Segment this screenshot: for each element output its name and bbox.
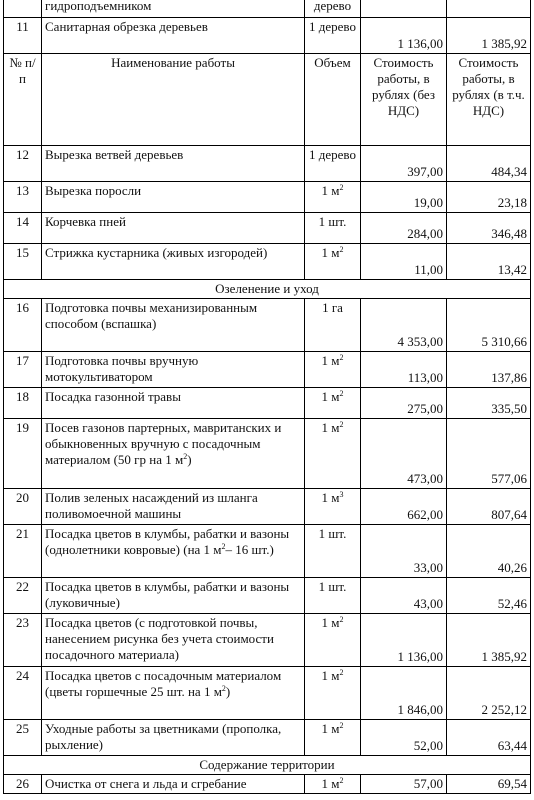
unit-exponent: 2 [339, 389, 344, 398]
cost-with-vat: 52,46 [447, 578, 531, 614]
table-row [4, 419, 531, 489]
work-volume: 1 шт. [305, 525, 361, 578]
work-name-text: Посадка цветов в клумбы, рабатки и вазоны (однолетники ковровые) (на 1 м [45, 526, 290, 557]
header-cost-with-vat: Стоимость работы, в рублях (в т.ч. НДС) [447, 54, 531, 146]
work-name: Уходные работы за цветниками (прополка, рыхление) [42, 720, 305, 756]
table-row [4, 667, 531, 720]
cost-with-vat: 1 385,92 [447, 614, 531, 667]
work-name-tail: – 16 шт.) [225, 542, 274, 557]
row-number: 22 [4, 578, 42, 614]
row-number: 20 [4, 489, 42, 525]
row-number: 12 [4, 146, 42, 182]
volume-value: 1 м [321, 420, 340, 435]
work-volume [305, 667, 361, 720]
table-row [4, 213, 531, 244]
volume-value: 1 м [321, 389, 340, 404]
work-name: Полив зеленых насаждений из шланга поливомоечной машины [42, 489, 305, 525]
volume-value: 1 м [321, 245, 340, 260]
work-name: Посадка газонной травы [42, 388, 305, 419]
table-row [4, 18, 531, 54]
work-name: гидроподъемником [42, 0, 305, 18]
row-number: 19 [4, 419, 42, 489]
cost-without-vat: 43,00 [361, 578, 447, 614]
cost-with-vat: 2 252,12 [447, 667, 531, 720]
cost-without-vat: 284,00 [361, 213, 447, 244]
volume-value: 1 м [321, 183, 340, 198]
row-number: 24 [4, 667, 42, 720]
unit-exponent: 2 [339, 420, 344, 429]
work-volume [305, 388, 361, 419]
work-volume [305, 419, 361, 489]
unit-exponent: 2 [339, 776, 344, 785]
unit-exponent: 3 [339, 490, 344, 499]
table-row [4, 525, 531, 578]
row-number: 26 [4, 775, 42, 794]
work-volume: 1 га [305, 299, 361, 352]
table-row [4, 614, 531, 667]
price-document-page [3, 0, 531, 794]
cost-with-vat: 63,44 [447, 720, 531, 756]
header-volume: Объем [305, 54, 361, 146]
work-volume [305, 182, 361, 213]
cost-without-vat [361, 0, 447, 18]
cost-with-vat: 40,26 [447, 525, 531, 578]
cost-with-vat: 137,86 [447, 352, 531, 388]
table-row [4, 244, 531, 280]
work-name-tail: ) [225, 684, 231, 699]
volume-value: 1 м [321, 490, 340, 505]
row-number: 21 [4, 525, 42, 578]
table-row [4, 775, 531, 794]
work-name-text: Посадка цветов с посадочным материалом (цветы горшечные 25 шт. на 1 м [45, 668, 282, 699]
table-row [4, 352, 531, 388]
row-number: 16 [4, 299, 42, 352]
work-volume [305, 489, 361, 525]
work-volume: дерево [305, 0, 361, 18]
section-heading: Содержание территории [4, 756, 531, 775]
work-name: Подготовка почвы вручную мотокультиватором [42, 352, 305, 388]
work-name: Подготовка почвы механизированным способом (вспашка) [42, 299, 305, 352]
cost-with-vat [447, 0, 531, 18]
header-number: № п/п [4, 54, 42, 146]
row-number: 17 [4, 352, 42, 388]
header-cost-without-vat: Стоимость работы, в рублях (без НДС) [361, 54, 447, 146]
work-name [42, 525, 305, 578]
table-row [4, 388, 531, 419]
unit-exponent: 2 [339, 721, 344, 730]
price-table [3, 0, 531, 794]
work-name [42, 667, 305, 720]
work-name [42, 419, 305, 489]
cost-with-vat: 1 385,92 [447, 18, 531, 54]
section-row [4, 280, 531, 299]
row-number: 11 [4, 18, 42, 54]
cost-with-vat: 577,06 [447, 419, 531, 489]
table-row [4, 146, 531, 182]
work-name: Вырезка поросли [42, 182, 305, 213]
work-volume: 1 дерево [305, 146, 361, 182]
work-name: Посадка цветов (с подготовкой почвы, нанесением рисунка без учета стоимости посадочного материала) [42, 614, 305, 667]
cost-with-vat: 23,18 [447, 182, 531, 213]
cost-without-vat: 1 846,00 [361, 667, 447, 720]
work-volume [305, 614, 361, 667]
volume-value: 1 м [321, 721, 340, 736]
unit-exponent: 2 [221, 684, 226, 693]
cost-without-vat: 11,00 [361, 244, 447, 280]
row-number: 15 [4, 244, 42, 280]
work-volume: 1 дерево [305, 18, 361, 54]
table-row [4, 720, 531, 756]
work-volume [305, 775, 361, 794]
unit-exponent: 2 [339, 668, 344, 677]
section-row [4, 756, 531, 775]
cost-without-vat: 1 136,00 [361, 18, 447, 54]
work-name: Стрижка кустарника (живых изгородей) [42, 244, 305, 280]
table-row [4, 0, 531, 18]
unit-exponent: 2 [339, 353, 344, 362]
table-row [4, 489, 531, 525]
cost-without-vat: 473,00 [361, 419, 447, 489]
row-number: 14 [4, 213, 42, 244]
cost-without-vat: 397,00 [361, 146, 447, 182]
row-number: 18 [4, 388, 42, 419]
work-volume [305, 244, 361, 280]
cost-without-vat: 662,00 [361, 489, 447, 525]
cost-without-vat: 57,00 [361, 775, 447, 794]
cost-with-vat: 69,54 [447, 775, 531, 794]
row-number [4, 0, 42, 18]
unit-exponent: 2 [339, 245, 344, 254]
unit-exponent: 2 [339, 615, 344, 624]
row-number: 23 [4, 614, 42, 667]
cost-with-vat: 5 310,66 [447, 299, 531, 352]
table-row [4, 578, 531, 614]
cost-with-vat: 346,48 [447, 213, 531, 244]
work-name: Посадка цветов в клумбы, рабатки и вазоны (луковичные) [42, 578, 305, 614]
cost-without-vat: 4 353,00 [361, 299, 447, 352]
work-volume: 1 шт. [305, 213, 361, 244]
cost-with-vat: 335,50 [447, 388, 531, 419]
unit-exponent: 2 [221, 542, 226, 551]
cost-with-vat: 807,64 [447, 489, 531, 525]
cost-without-vat: 19,00 [361, 182, 447, 213]
volume-value: 1 м [321, 353, 340, 368]
work-volume [305, 352, 361, 388]
row-number: 13 [4, 182, 42, 213]
unit-exponent: 2 [183, 452, 188, 461]
unit-exponent: 2 [339, 183, 344, 192]
work-name-text: Посев газонов партерных, мавританских и обыкновенных вручную с посадочным материалом (50 гр на 1 м [45, 420, 282, 467]
table-header-row [4, 54, 531, 146]
work-name: Санитарная обрезка деревьев [42, 18, 305, 54]
cost-without-vat: 113,00 [361, 352, 447, 388]
cost-without-vat: 275,00 [361, 388, 447, 419]
cost-without-vat: 52,00 [361, 720, 447, 756]
row-number: 25 [4, 720, 42, 756]
work-name: Вырезка ветвей деревьев [42, 146, 305, 182]
cost-with-vat: 13,42 [447, 244, 531, 280]
section-heading: Озеленение и уход [4, 280, 531, 299]
volume-value: 1 м [321, 776, 340, 791]
cost-with-vat: 484,34 [447, 146, 531, 182]
volume-value: 1 м [321, 615, 340, 630]
volume-value: 1 м [321, 668, 340, 683]
work-name: Корчевка пней [42, 213, 305, 244]
header-work-name: Наименование работы [42, 54, 305, 146]
work-name-tail: ) [187, 452, 192, 467]
cost-without-vat: 33,00 [361, 525, 447, 578]
table-row [4, 299, 531, 352]
table-row [4, 182, 531, 213]
work-volume [305, 720, 361, 756]
cost-without-vat: 1 136,00 [361, 614, 447, 667]
work-name: Очистка от снега и льда и сгребание [42, 775, 305, 794]
work-volume: 1 шт. [305, 578, 361, 614]
